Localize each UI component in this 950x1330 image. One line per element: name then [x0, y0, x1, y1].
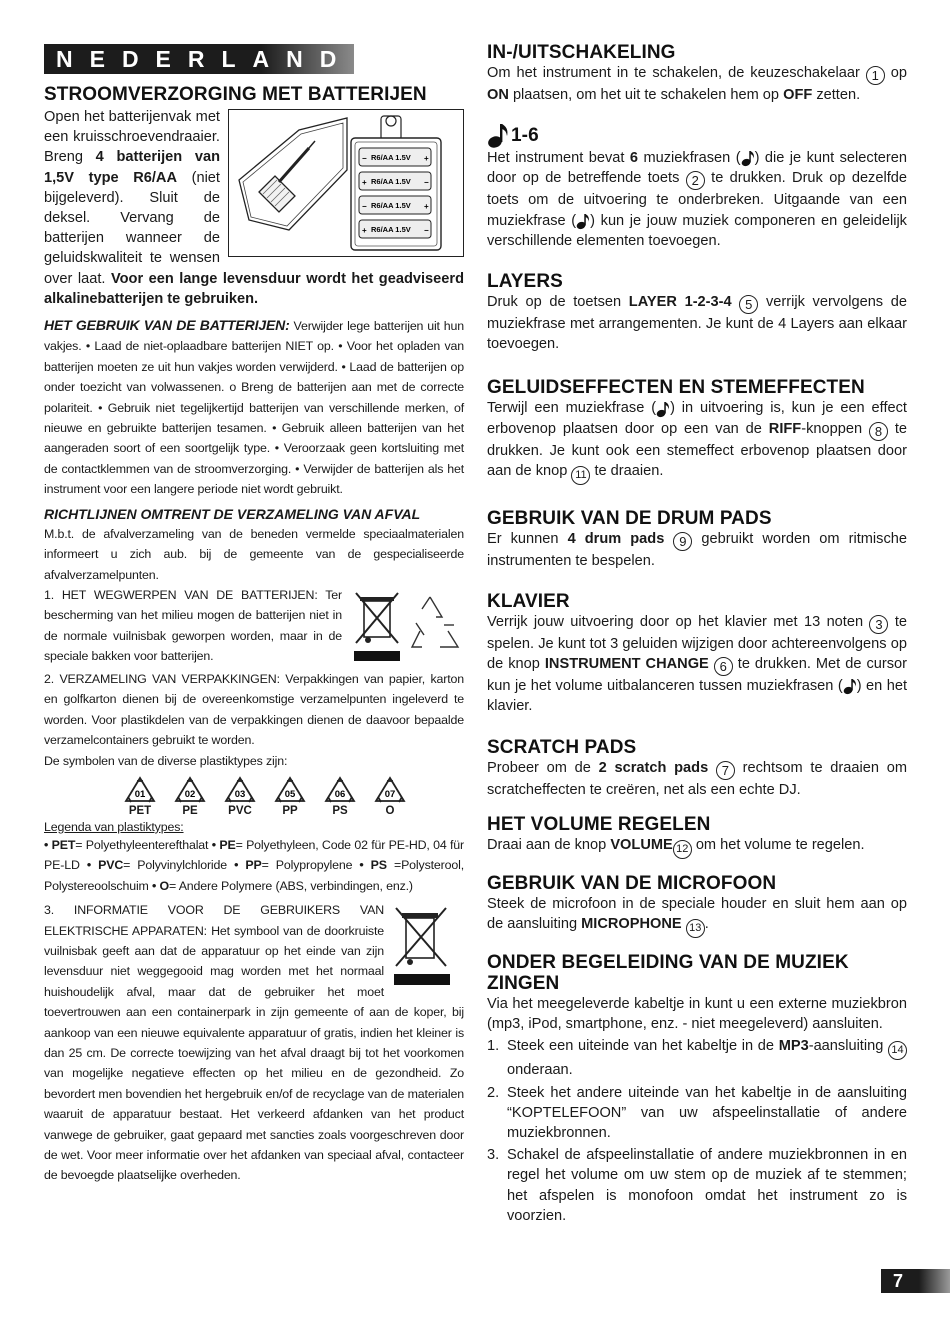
plastic-symbol [322, 775, 358, 819]
svg-text:−: − [424, 226, 429, 235]
recycle-arrows-icon [412, 597, 458, 647]
plastic-symbol [272, 775, 308, 819]
svg-text:−: − [362, 154, 367, 163]
drum-title: GEBRUIK VAN DE DRUM PADS [487, 507, 772, 529]
callout-11: 11 [571, 466, 590, 485]
plastic-label: PET [128, 804, 152, 817]
language-banner: NEDERLANDS [44, 44, 354, 74]
battery-usage-text: Verwijder lege batterijen uit hun vakjes. • Laad de niet-oplaadbare batterijen NIET op. • Voor het opladen van batterijen moeten ze uit hun vakjes worden verwijderd. • Laad de batterijen op onder toezicht van volwassenen. o Breng de batterijen aan met de correcte polariteit. • Gebruik niet tegelijkertijd batterijen van verschillende merken, of nieuwe en gebruikte batterijen tesamen. • Gebruik alleen batterijen van het aangeraden soort of een soortgelijk type. • Veroorzaak geen kortsluiting met de contactklemmen van de stroomverzorging. • Verwijder de batterijen als het instrument voor een langere periode niet wordt gebruikt. [44, 319, 464, 497]
plastic-symbol [122, 775, 158, 819]
svg-text:+: + [424, 202, 429, 211]
recycle-triangle-icon [223, 775, 257, 805]
svg-text:−: − [424, 178, 429, 187]
legend-desc: = Andere Polymere (ABS, verbindingen, enz.) [169, 878, 413, 893]
phrase-text: Het instrument bevat 6 muziekfrasen ( ) die je kunt selecteren door op de betreffende toets 2 te drukken. Druk op dezelfde toets om de uitvoering te onderbreken. Uitgaande van een muziekfrase ( ) kun je jouw muziek componeren en geleidelijk verschillende elementen toevoegen. [487, 150, 907, 249]
sing-step-3: 3. Schakel de afspeelinstallatie of andere muziekbronnen in en regel het volume om uw stem op de muziek af te stemmen; het afspelen is monofoon omdat het instrument zo is voorzien. [487, 1147, 907, 1224]
waste-batteries-text: 1. HET WEGWERPEN VAN DE BATTERIJEN: Ter bescherming van het milieu mogen de batterijen niet in de normale vuilnisbak geworpen worden, maar in de speciale bakken voor batterijen. [44, 587, 342, 664]
power-title: STROOMVERZORGING MET BATTERIJEN [44, 84, 427, 105]
onoff-title: IN-/UITSCHAKELING [487, 42, 676, 63]
callout-9: 9 [673, 532, 692, 551]
plastic-symbol [172, 775, 208, 819]
svg-text:−: − [362, 202, 367, 211]
plastic-code: 02 [184, 788, 196, 800]
callout-3: 3 [869, 615, 888, 634]
callout-2: 2 [686, 171, 705, 190]
callout-6: 6 [714, 657, 733, 676]
battery-usage-head: HET GEBRUIK VAN DE BATTERIJEN: [44, 317, 290, 334]
piano-text: Verrijk jouw uitvoering door op het klavier met 13 noten 3 te spelen. Je kunt tot 3 geluiden wijzigen door achtereenvolgens op de knop INSTRUMENT CHANGE 6 te drukken. Met de cursor kun je het volume uitbalanceren tussen muziekfrasen ( ) en het klavier. [487, 614, 907, 715]
recycle-triangle-icon [373, 775, 407, 805]
legend-key: • O [152, 878, 169, 893]
fx-title: GELUIDSEFFECTEN EN STEMEFFECTEN [487, 377, 865, 399]
plastic-symbol [222, 775, 258, 819]
music-note-icon [843, 677, 857, 695]
recycle-triangle-icon [173, 775, 207, 805]
plastic-label: PS [332, 804, 348, 817]
waste-electrical-text: 3. INFORMATIE VOOR DE GEBRUIKERS VAN ELEKTRISCHE APPARATEN: Het symbool van de doorkruiste vuilnisbak geeft aan dat de apparatuur op het einde van zijn levensduur niet weggegooid mag worden met het normaal huishoudelijk afval, maar dat de gebruiker het moet toevertrouwen aan een containerpark in zijn gemeente of aan de koper, bij aankoop van een nieuwe equivalente apparatuur of gratis, indien het kleiner is dan 25 cm. De correcte toewijzing van het afval draagt bij tot het voorkomen van mogelijke negatieve effecten op het milieu en de gezondheid. Zo bevordert men bovendien het hergebruik en/of de recyclage van de materialen waaruit de apparatuur bestaat. Het verkeerd afdanken van het product vanwege de gebruiker, gaat gepaard met sancties zoals voorgeschreven door de wet. Voor meer informatie over het afdanken van speciaal afval, contacteer de bevoegde plaatselijke overheden. [44, 903, 464, 1183]
battery-label-2: R6/AA 1.5V [371, 177, 411, 186]
plastic-code: 01 [134, 788, 146, 800]
battery-compartment-icon [229, 110, 463, 256]
recycle-triangle-icon [123, 775, 157, 805]
music-note-icon [576, 212, 590, 230]
battery-illustration [228, 109, 464, 257]
plastic-code: 07 [384, 788, 396, 800]
scratch-title: SCRATCH PADS [487, 736, 637, 758]
recycle-triangle-icon [273, 775, 307, 805]
crossed-bin-icon [354, 593, 400, 661]
legend-desc: = Polyvinylchloride [123, 858, 235, 873]
plastic-label: PE [182, 804, 198, 817]
battery-label-4: R6/AA 1.5V [371, 225, 411, 234]
onoff-text: Om het instrument in te schakelen, de keuzeschakelaar 1 op ON plaatsen, om het uit te schakelen hem op OFF zetten. [487, 65, 907, 103]
volume-text: Draai aan de knop VOLUME 12 om het volume te regelen. [487, 835, 907, 859]
plastic-legend [44, 835, 464, 896]
callout-7: 7 [716, 761, 735, 780]
waste-head: RICHTLIJNEN OMTRENT DE VERZAMELING VAN AFVAL [44, 505, 421, 522]
legend-desc: = Polyethyleen, Code 02 für PE-HD, 04 für PE-LD [44, 837, 464, 873]
callout-12: 12 [673, 840, 692, 859]
plastic-intro: De symbolen van de diverse plastiktypes zijn: [44, 753, 288, 768]
legend-key: • PET [44, 837, 76, 852]
power-intro-c: (niet bijgeleverd). Sluit de deksel. Vervang de batterijen wanneer de geluidskwaliteit te wensen over laat. [44, 169, 220, 287]
plastic-code: 06 [334, 788, 346, 800]
sing-step-1: 1. Steek een uiteinde van het kabeltje in de MP3-aansluiting 14 onderaan. [487, 1036, 907, 1080]
legend-key: • PS [359, 858, 387, 873]
piano-title: KLAVIER [487, 591, 570, 613]
legend-key: • PP [234, 858, 262, 873]
left-column [44, 44, 464, 1186]
legend-desc: = Polyethyleenterefthalat [75, 837, 212, 852]
plastic-label: O [385, 804, 395, 817]
phrase-title: 1-6 [511, 124, 539, 146]
sing-title: ONDER BEGELEIDING VAN DE MUZIEK ZINGEN [487, 952, 849, 995]
waste-intro: M.b.t. de afvalverzameling van de beneden vermelde speciaalmaterialen informeert u zich aub. bij de gemeente van de gespecialiseerde afvalverzamelpunten. [44, 526, 464, 582]
legend-title: Legenda van plastiktypes: [44, 819, 184, 834]
waste-packaging: 2. VERZAMELING VAN VERPAKKINGEN: Verpakkingen van papier, karton en golfkarton dienen bij de overeenkomstige verzamelpunten ingeleverd te worden. Voor plastikdelen van de verpakkingen dienen de daavoor bepaalde verzamelcontainers gebruikt te worden. [44, 671, 464, 748]
plastic-code: 05 [284, 788, 296, 800]
callout-1: 1 [866, 66, 885, 85]
plastic-label: PP [282, 804, 298, 817]
battery-label-1: R6/AA 1.5V [371, 153, 411, 162]
power-intro-alkaline-advice: Voor een lange levensduur wordt het geadviseerd alkalinebatterijen te gebruiken. [44, 270, 464, 307]
mic-title: GEBRUIK VAN DE MICROFOON [487, 872, 777, 894]
legend-desc: = Polypropylene [261, 858, 360, 873]
svg-text:+: + [362, 178, 367, 187]
waste-electrical [44, 900, 464, 1186]
power-intro [44, 107, 464, 309]
legend-desc: =Polysterool, Polystereoolschuim [44, 858, 465, 893]
mic-text: Steek de microfoon in de speciale houder en sluit hem aan op de aansluiting MICROPHONE 13 . [487, 894, 907, 938]
layers-text: Druk op de toetsen LAYER 1-2-3-4 5 verrijk vervolgens de muziekfrase met arrangementen. Je kunt de 4 Layers aan elkaar toevoegen. [487, 294, 907, 353]
recycle-symbols [350, 587, 464, 667]
waste-batteries [44, 585, 464, 667]
music-note-icon [656, 400, 670, 418]
plastic-symbols [122, 775, 464, 819]
fx-text: Terwijl een muziekfrase ( ) in uitvoering is, kun je een effect erbovenop plaatsen door op een van de RIFF-knoppen 8 te drukken. Je kunt ook een stemeffect erbovenop plaatsen door aan de knop 11 te draaien. [487, 398, 907, 484]
callout-5: 5 [739, 295, 758, 314]
drum-text: Er kunnen 4 drum pads 9 gebruikt worden om ritmische instrumenten te bespelen. [487, 530, 907, 569]
plastic-symbol [372, 775, 408, 819]
svg-text:+: + [362, 226, 367, 235]
battery-usage [44, 315, 464, 500]
sing-steps [487, 1036, 907, 1226]
music-note-icon [487, 122, 509, 148]
power-intro-a: Open het batterijenvak met een kruisschroevendraaier. Breng [44, 109, 220, 166]
recycle-triangle-icon [323, 775, 357, 805]
page-number: 7 [881, 1269, 950, 1293]
callout-13: 13 [686, 919, 705, 938]
crossed-bin-icon [392, 904, 452, 988]
legend-key: • PE [211, 837, 236, 852]
weee-symbol [392, 904, 452, 988]
phrase-head [487, 122, 907, 148]
callout-14: 14 [888, 1041, 907, 1060]
right-column [487, 42, 907, 1226]
power-intro-battery-spec: 4 batterijen van 1,5V type R6/AA [44, 149, 221, 186]
plastic-label: PVC [228, 804, 252, 817]
music-note-icon [741, 149, 755, 167]
legend-key: • PVC [86, 858, 124, 873]
volume-title: HET VOLUME REGELEN [487, 813, 711, 835]
callout-8: 8 [869, 422, 888, 441]
layers-title: LAYERS [487, 271, 563, 293]
scratch-text: Probeer om de 2 scratch pads 7 rechtsom te draaien om scratcheffecten te creëren, net als een echte DJ. [487, 759, 907, 798]
battery-label-3: R6/AA 1.5V [371, 201, 411, 210]
sing-step-2: 2. Steek het andere uiteinde van het kabeltje in de aansluiting “KOPTELEFOON” van uw afspeelinstallatie of andere muziekbronnen. [487, 1084, 907, 1142]
plastic-code: 03 [234, 788, 246, 800]
sing-intro: Via het meegeleverde kabeltje in kunt u een externe muziekbron (mp3, iPod, smartphone, enz. - niet meegeleverd) aansluiten. [487, 996, 907, 1033]
svg-text:+: + [424, 154, 429, 163]
